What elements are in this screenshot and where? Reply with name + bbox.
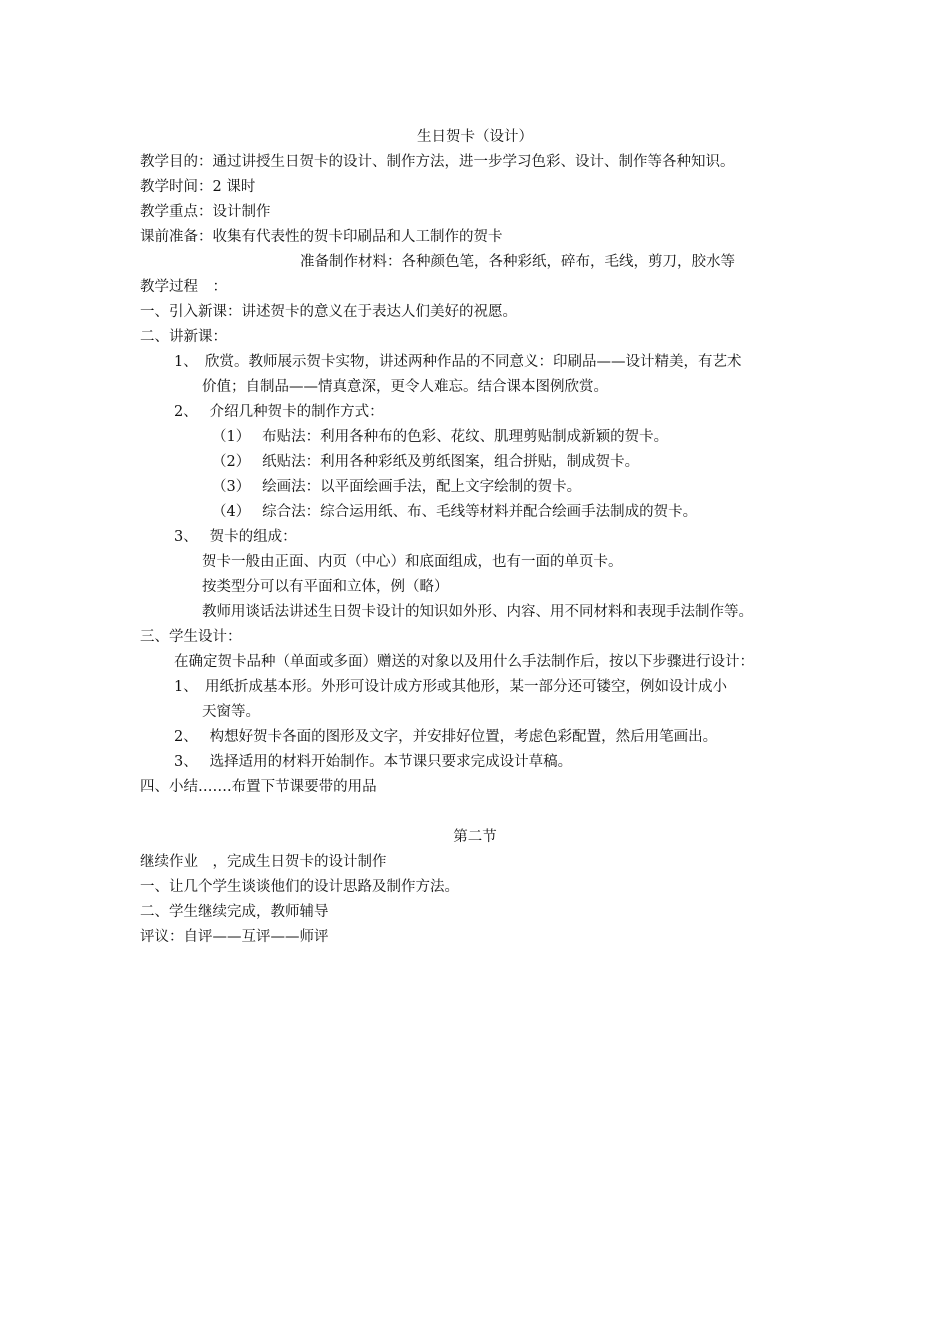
method-item: （2） 纸贴法：利用各种彩纸及剪纸图案，组合拼贴，制成贺卡。 bbox=[212, 454, 640, 470]
prep-line: 课前准备：收集有代表性的贺卡印刷品和人工制作的贺卡 bbox=[140, 229, 503, 245]
method-item: （3） 绘画法：以平面绘画手法，配上文字绘制的贺卡。 bbox=[212, 479, 582, 495]
time-line: 教学时间：2 课时 bbox=[140, 179, 256, 195]
document-title: 生日贺卡（设计） bbox=[417, 129, 533, 145]
composition-line: 按类型分可以有平面和立体，例（略） bbox=[202, 579, 449, 595]
section2-item3: 3、 贺卡的组成： bbox=[174, 529, 297, 545]
focus-line: 教学重点：设计制作 bbox=[140, 204, 271, 220]
section2-item2: 2、 介绍几种贺卡的制作方式： bbox=[174, 404, 384, 420]
section3-intro: 在确定贺卡品种（单面或多面）赠送的对象以及用什么手法制作后，按以下步骤进行设计： bbox=[174, 654, 754, 670]
section2-item1-line1: 1、 欣赏。教师展示贺卡实物，讲述两种作品的不同意义：印刷品——设计精美，有艺术 bbox=[174, 354, 742, 370]
part2-line: 二、学生继续完成，教师辅导 bbox=[140, 904, 329, 920]
section4-line: 四、小结…….布置下节课要带的用品 bbox=[140, 779, 377, 795]
part2-line: 评议：自评——互评——师评 bbox=[140, 929, 329, 945]
objective-line: 教学目的：通过讲授生日贺卡的设计、制作方法，进一步学习色彩、设计、制作等各种知识。 bbox=[140, 154, 735, 170]
part2-line: 继续作业 ，完成生日贺卡的设计制作 bbox=[140, 854, 387, 870]
composition-line: 贺卡一般由正面、内页（中心）和底面组成，也有一面的单页卡。 bbox=[202, 554, 623, 570]
method-item: （4） 综合法：综合运用纸、布、毛线等材料并配合绘画手法制成的贺卡。 bbox=[212, 504, 698, 520]
section3-step2: 2、 构想好贺卡各面的图形及文字，并安排好位置，考虑色彩配置，然后用笔画出。 bbox=[174, 729, 718, 745]
method-item: （1） 布贴法：利用各种布的色彩、花纹、肌理剪贴制成新颖的贺卡。 bbox=[212, 429, 669, 445]
process-line: 教学过程 ： bbox=[140, 279, 227, 295]
section3-step3: 3、 选择适用的材料开始制作。本节课只要求完成设计草稿。 bbox=[174, 754, 573, 770]
part2-title: 第二节 bbox=[453, 829, 497, 845]
section3-step1-line2: 天窗等。 bbox=[202, 704, 260, 720]
composition-line: 教师用谈话法讲述生日贺卡设计的知识如外形、内容、用不同材料和表现手法制作等。 bbox=[202, 604, 753, 620]
section1-line: 一、引入新课：讲述贺卡的意义在于表达人们美好的祝愿。 bbox=[140, 304, 517, 320]
section2-item1-line2: 价值；自制品——情真意深，更令人难忘。结合课本图例欣赏。 bbox=[202, 379, 608, 395]
section3-heading: 三、学生设计： bbox=[140, 629, 242, 645]
part2-line: 一、让几个学生谈谈他们的设计思路及制作方法。 bbox=[140, 879, 459, 895]
materials-line: 准备制作材料：各种颜色笔，各种彩纸，碎布，毛线，剪刀，胶水等 bbox=[300, 254, 735, 270]
section3-step1-line1: 1、 用纸折成基本形。外形可设计成方形或其他形，某一部分还可镂空，例如设计成小 bbox=[174, 679, 727, 695]
section2-heading: 二、讲新课： bbox=[140, 329, 227, 345]
